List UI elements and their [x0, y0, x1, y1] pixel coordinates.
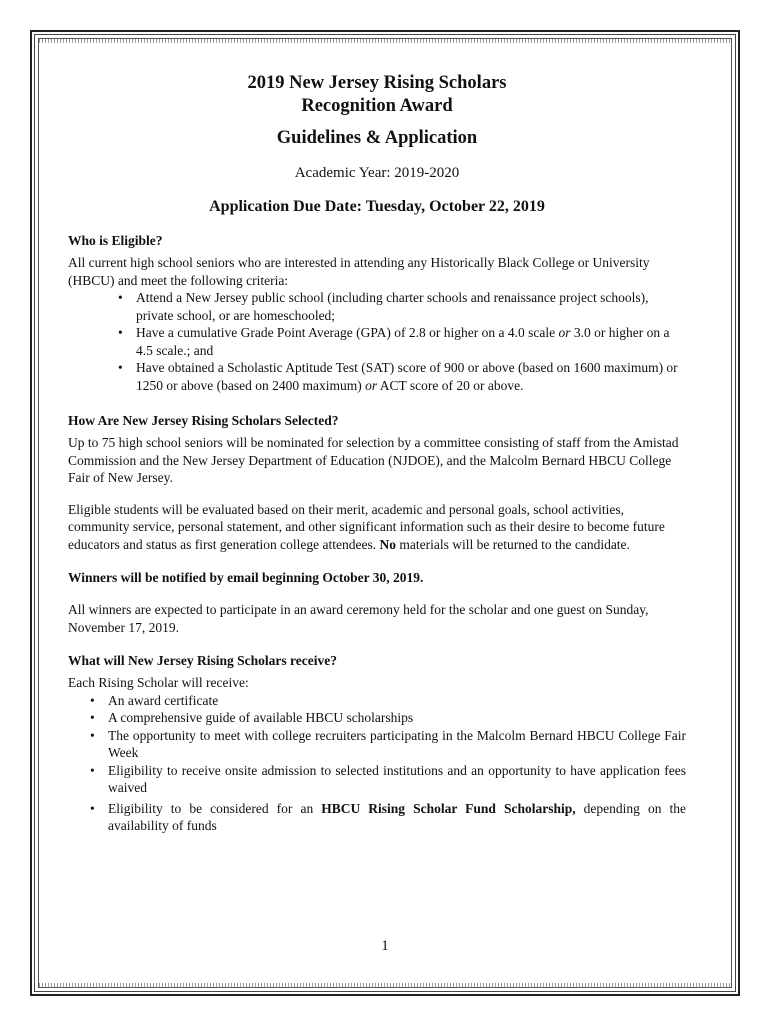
- selection-paragraph-2-bold: No: [379, 536, 397, 552]
- list-item: [90, 709, 686, 727]
- benefit-text-bold: HBCU Rising Scholar Fund Scholarship,: [321, 800, 576, 816]
- bullet-icon: •: [90, 692, 95, 708]
- selection-section: [68, 412, 686, 636]
- list-item: [118, 359, 686, 394]
- benefits-list: [90, 692, 686, 835]
- selection-paragraph-1: Up to 75 high school seniors will be nominated for selection by a committee consisting of staff from the Amistad Commission and the New Jersey Department of Education (NJDOE), and the Malcolm Bernard HBCU College Fair of New Jersey.: [68, 435, 679, 485]
- list-item: [90, 800, 686, 835]
- list-item: [118, 324, 686, 359]
- selection-heading: How Are New Jersey Rising Scholars Selected?: [68, 413, 339, 428]
- criteria-text-before: Have a cumulative Grade Point Average (GPA) of 2.8 or higher on a 4.0 scale: [136, 325, 559, 340]
- list-item: [90, 692, 686, 710]
- list-item: [118, 289, 686, 324]
- academic-year: Academic Year: 2019-2020: [294, 165, 460, 181]
- notification-notice: Winners will be notified by email beginning October 30, 2019.: [68, 570, 424, 585]
- ceremony-paragraph: All winners are expected to participate in an award ceremony held for the scholar and one guest on Sunday, November 17, 2019.: [68, 602, 649, 635]
- selection-paragraph-2: [68, 501, 686, 554]
- bullet-icon: •: [118, 360, 123, 375]
- benefit-text: Eligibility to receive onsite admission to selected institutions and an opportunity to have application fees waived: [108, 762, 686, 795]
- selection-paragraph-2-before: Eligible students will be evaluated based on their merit, academic and personal goals, school activities, community service, personal statement, and other significant information such as their desire to become future educators and status as first generation college attendees.: [68, 501, 665, 552]
- bullet-icon: •: [90, 727, 95, 743]
- benefits-heading: What will New Jersey Rising Scholars receive?: [68, 653, 337, 668]
- document-header: [68, 72, 686, 216]
- page-border-hatch-bottom: [39, 983, 731, 987]
- selection-paragraph-2-after: materials will be returned to the candidate.: [396, 536, 630, 552]
- application-due-date: Application Due Date: Tuesday, October 22, 2019: [209, 198, 545, 215]
- bullet-icon: •: [90, 710, 95, 725]
- criteria-emphasis: or: [365, 377, 378, 393]
- criteria-text-before: Have obtained a Scholastic Aptitude Test (SAT) score of 900 or above (based on 1600 maximum) or 1250 or above (based on 2400 maximum): [136, 360, 678, 393]
- benefit-text: A comprehensive guide of available HBCU scholarships: [108, 710, 414, 725]
- title-line-2: Recognition Award: [301, 96, 453, 116]
- bullet-icon: •: [90, 800, 95, 816]
- criteria-text: Attend a New Jersey public school (including charter schools and renaissance project schools), private school, or are homeschooled;: [136, 290, 649, 323]
- bullet-icon: •: [118, 325, 123, 340]
- criteria-text-after: 3.0 or higher on a 4.5 scale.; and: [136, 325, 670, 358]
- document-subtitle: Guidelines & Application: [276, 128, 478, 148]
- benefits-intro: Each Rising Scholar will receive:: [68, 675, 249, 690]
- page-border-hatch-top: [39, 39, 731, 43]
- benefits-section: [68, 652, 686, 835]
- list-item: [90, 727, 686, 762]
- benefit-text-after: depending on the availability of funds: [108, 800, 686, 833]
- criteria-emphasis: or: [558, 325, 571, 340]
- document-body: [68, 72, 686, 835]
- page-number: 1: [381, 938, 389, 954]
- eligibility-section: [68, 232, 686, 394]
- list-item: [90, 762, 686, 797]
- title-line-1: 2019 New Jersey Rising Scholars: [247, 73, 507, 93]
- benefit-text: The opportunity to meet with college recruiters participating in the Malcolm Bernard HBCU College Fair Week: [108, 727, 686, 760]
- eligibility-heading: Who is Eligible?: [68, 233, 163, 248]
- eligibility-criteria-list: [118, 289, 686, 394]
- benefit-text-before: Eligibility to be considered for an: [108, 800, 322, 816]
- benefit-text: An award certificate: [108, 692, 219, 708]
- bullet-icon: •: [118, 290, 123, 305]
- criteria-text-after: ACT score of 20 or above.: [377, 377, 524, 393]
- bullet-icon: •: [90, 762, 95, 778]
- eligibility-intro: All current high school seniors who are interested in attending any Historically Black College or University (HBCU) and meet the following criteria:: [68, 255, 650, 288]
